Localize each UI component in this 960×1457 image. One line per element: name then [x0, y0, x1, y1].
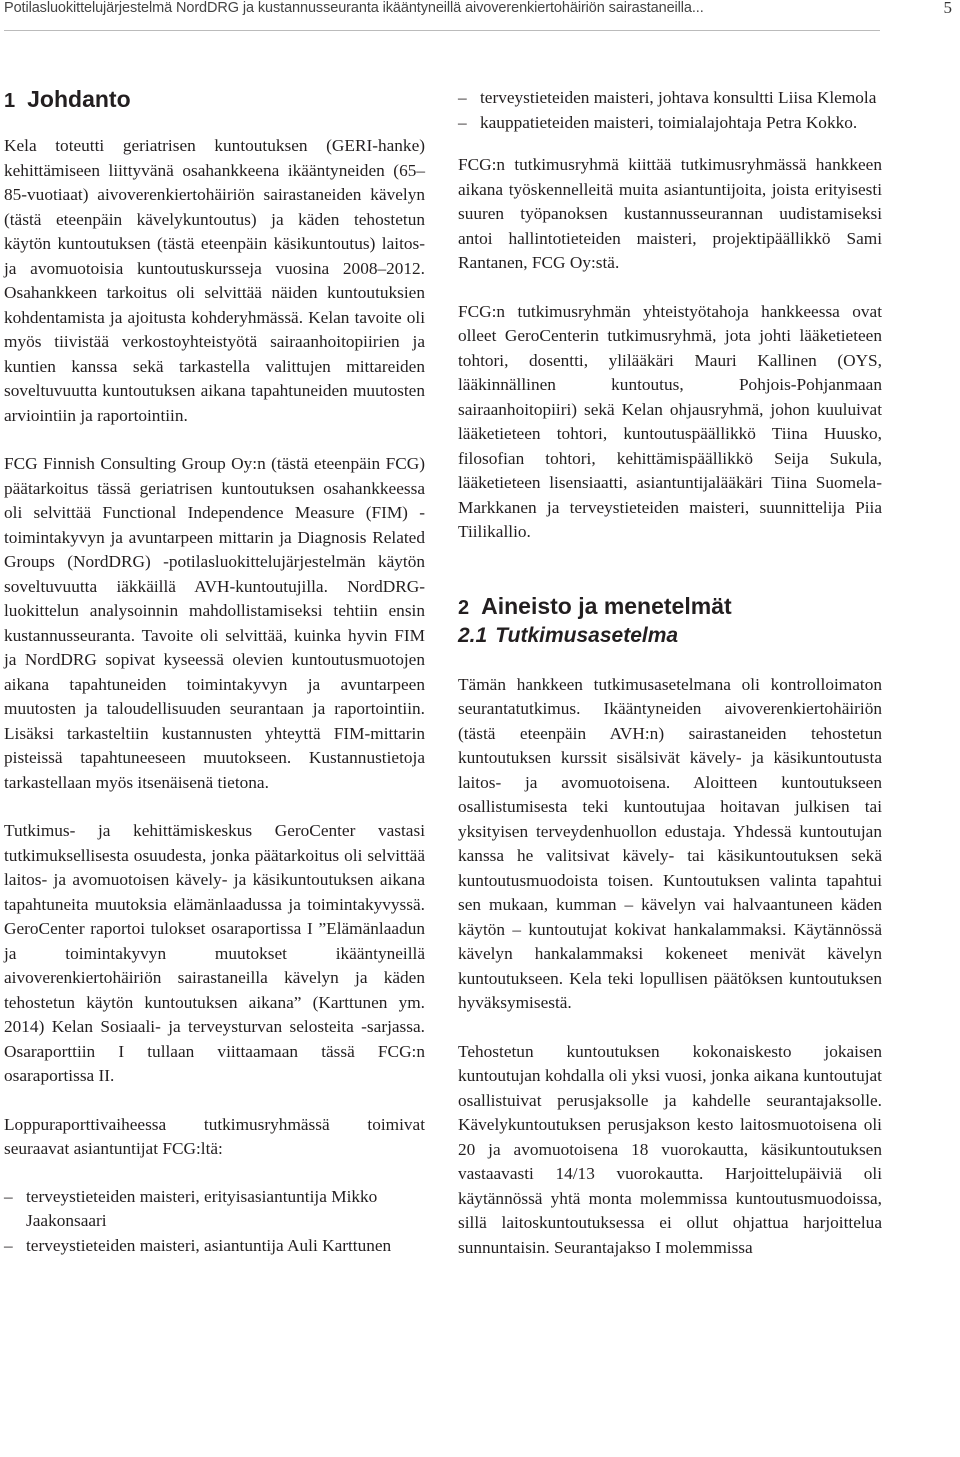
section-heading-2	[458, 591, 882, 623]
section-number: 2	[458, 596, 470, 619]
left-column	[4, 84, 425, 1258]
dash-bullet: –	[458, 88, 467, 107]
page-number: 5	[943, 0, 952, 17]
section-title: Johdanto	[27, 86, 131, 112]
paragraph: Kela toteutti geriatrisen kuntoutuksen (GERI-hanke) kehittämiseen liittyvänä osahankkeena ikääntyneiden (65–85-vuotiaat) aivoverenkiertohäiriön sairastaneiden kävelyn (tästä eteenpäin kävelykuntoutus) ja käden tehostetun käytön kuntoutuksen (tästä eteenpäin käsikuntoutus) laitos- ja avomuotoisia kuntoutuskursseja vuosina 2008–2012. Osahankkeen tarkoitus oli selvittää näiden kuntoutuksien kohdentamista ja ajoitusta kohderyhmässä. Kelan tavoite oli myös tiivistää verkostoyhteistyötä sairaanhoitopiirien ja kuntien kanssa sekä tarkastella valittujen mittareiden soveltuvuutta kuntoutuksen aikana tapahtuneiden muutosten arviointiin ja raportointiin.	[4, 136, 425, 425]
subsection-heading	[458, 623, 882, 649]
subsection-number: 2.1	[458, 623, 488, 647]
paragraph: Loppuraporttivaiheessa tutkimusryhmässä toimivat seuraavat asiantuntijat FCG:ltä:	[4, 1114, 425, 1158]
paragraph: FCG Finnish Consulting Group Oy:n (tästä eteenpäin FCG) päätarkoitus tässä geriatrisen kuntoutuksen osahankkeessa oli selvittää Functional Independence Measure (FIM) -toimintakyvyn ja avuntarpeen mittarin ja Diagnosis Related Groups (NordDRG) -potilasluokittelujärjestelmän käytön soveltuvuutta iäkkäillä AVH-kuntoutujilla. NordDRG-luokittelun analysoinnin mahdollistamiseksi tehtiin ensin kustannusseuranta. Tavoite oli selvittää, kuinka hyvin FIM ja NordDRG sopivat kyseessä olevien kuntoutusmuotojen aikana tapahtuneiden toimintakyvyn ja avuntarpeen muutosten ja taloudellisuuden seurantaan ja raportointiin. Lisäksi tarkasteltiin kustannusten yhteyttä FIM-mittarin pisteissä tapahtuneeseen muutokseen. Kustannustietoja tarkastellaan myös itsenäisenä tietona.	[4, 454, 425, 792]
paragraph: FCG:n tutkimusryhmän yhteistyötahoja hankkeessa ovat olleet GeroCenterin tutkimusryhmä, jota johti lääketieteen tohtori, dosentti, ylilääkäri Mauri Kallinen (OYS, lääkinnällinen kuntoutus, Pohjois-Pohjanmaan sairaanhoitopiiri) sekä Kelan ohjausryhmä, johon kuuluivat lääketieteen tohtori, kuntoutuspäällikkö Tiina Huusko, filosofian tohtori, kehittämispäällikkö Seija Sukula, lääketieteen lisensiaatti, asiantuntijalääkäri Tiina Suomela-Markkanen ja terveystieteiden maisteri, suunnittelija Piia Tiilikallio.	[458, 301, 882, 541]
section-number: 1	[4, 90, 16, 112]
paragraph: Tutkimus- ja kehittämiskeskus GeroCenter vastasi tutkimuksellisesta osuudesta, jonka päätarkoitus oli selvittää laitos- ja avomuotoisen kävely- ja käsikuntoutuksen aikana tapahtuneita muutoksia elämänlaadussa ja toimintakyvyssä. GeroCenter raportoi tulokset osaraportissa I ”Elämänlaadun ja toimintakyvyn muutokset ikääntyneillä aivoverenkiertohäiriön sairastaneilla kävelyn ja käden tehostetun käytön kuntoutuksen aikana” (Karttunen ym. 2014) Kelan Sosiaali- ja terveysturvan selosteita -sarjassa. Osaraporttiin I tullaan viittaamaan tässä FCG:n osaraportissa II.	[4, 821, 425, 1085]
paragraph: Tämän hankkeen tutkimusasetelmana oli kontrolloimaton seurantatutkimus. Ikääntyneiden aivoverenkiertohäiriön (tästä eteenpäin AVH:n) sairastaneiden tehostetun kuntoutuksen kurssit sisälsivät kävely- ja käsikuntoutusta laitos- ja avomuotoisena. Aloitteen kuntoutukseen osallistumisesta teki kuntoutujaa hoitavan julkisen tai yksityisen terveydenhuollon edustaja. Yhdessä kuntoutujan kanssa he valitsivat kävely- tai käsikuntoutuksen sekä kuntoutusmuodoista toisen. Kuntoutuksen valinta tapahtui sen mukaan, kumman – kävelyn vai halvaantuneen käden käytön – kuntoutujat kokivat hankalammaksi. Käytännössä kävelyn hankalammaksi kokeneet menivät kävelyn kuntoutukseen. Kela teki lopullisen päätöksen kuntoutuksen hyväksymisestä.	[458, 674, 882, 1012]
list-item-text: terveystieteiden maisteri, erityisasiantuntija Mikko Jaakonsaari	[26, 1186, 378, 1230]
spacer	[458, 545, 882, 591]
dash-bullet: –	[4, 1186, 13, 1206]
dash-bullet: –	[458, 112, 467, 132]
expert-list	[4, 1185, 425, 1259]
dash-bullet: –	[4, 1235, 13, 1255]
section-title: Aineisto ja menetelmät	[481, 592, 732, 619]
paragraph: FCG:n tutkimusryhmä kiittää tutkimusryhmässä hankkeen aikana työskennelleitä muita asiantuntijoita, joista erityisesti suuren työpanoksen kustannusseurannan uudistamiseksi antoi hallintotieteiden maisteri, projektipäällikkö Sami Rantanen, FCG Oy:stä.	[458, 155, 882, 272]
list-item	[4, 1185, 425, 1234]
right-column	[458, 86, 882, 1260]
paragraph: Tehostetun kuntoutuksen kokonaiskesto jokaisen kuntoutujan kohdalla oli yksi vuosi, jonka aikana kuntoutujat osallistuivat perusjaksolle ja kahdelle seurantajaksolle. Kävelykuntoutuksen perusjakson kesto laitosmuotoisena oli 20 ja avomuotoisena 18 vuorokautta, käsikuntoutuksen vastaavasti 14/13 vuorokautta. Harjoittelupäiviä oli käytännössä yhtä monta molemmissa kuntoutusmuodoissa, sillä laitoskuntoutuksessa ei ollut ohjattua harjoittelua sunnuntaisin. Seurantajakso I molemmissa	[458, 1041, 882, 1257]
list-item-text: terveystieteiden maisteri, asiantuntija Auli Karttunen	[26, 1235, 392, 1255]
running-title: Potilasluokittelujärjestelmä NordDRG ja kustannusseuranta ikääntyneillä aivoverenkiertohäiriön sairastaneilla...	[4, 0, 704, 16]
running-header	[4, 0, 960, 24]
section-heading-1	[4, 84, 425, 116]
expert-list-continued	[458, 86, 882, 135]
list-item-text: terveystieteiden maisteri, johtava konsultti Liisa Klemola	[480, 88, 877, 107]
list-item	[458, 86, 882, 111]
subsection-title: Tutkimusasetelma	[495, 623, 679, 647]
header-rule	[4, 30, 880, 31]
list-item	[4, 1234, 425, 1259]
list-item-text: kauppatieteiden maisteri, toimialajohtaja Petra Kokko.	[480, 112, 858, 132]
list-item	[458, 111, 882, 136]
